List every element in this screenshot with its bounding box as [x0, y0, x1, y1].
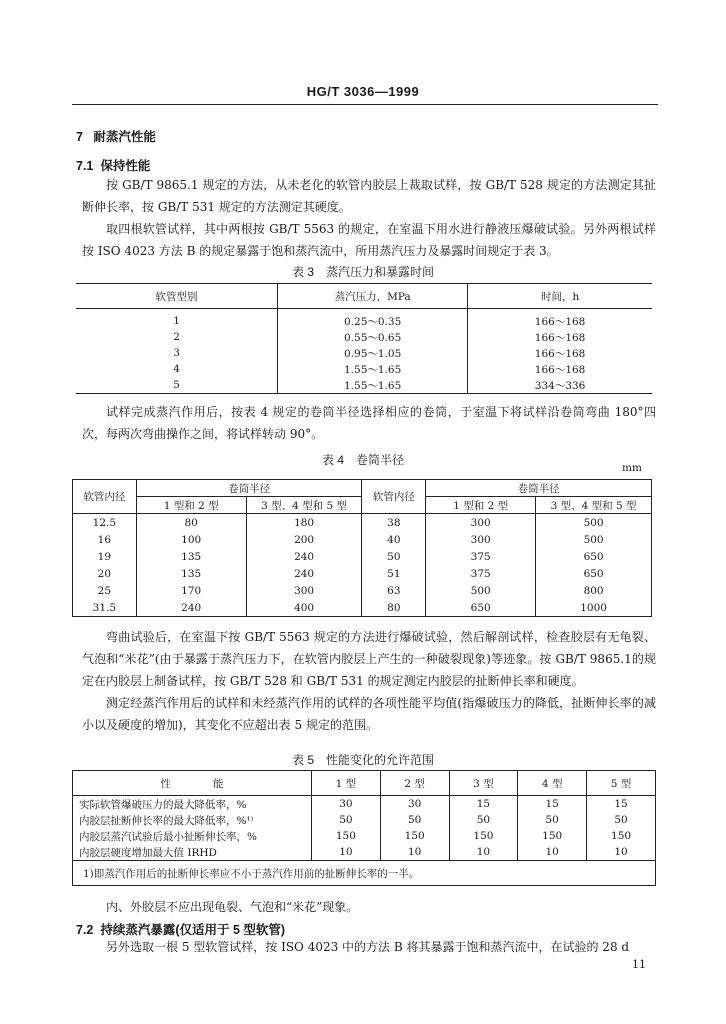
table-row [73, 514, 652, 532]
table-cell: 1000 [536, 599, 652, 617]
table-cell: 内胶层蒸汽试验后最小扯断伸长率，% [73, 828, 312, 844]
table-cell: 25 [73, 582, 137, 599]
table-4 [72, 479, 652, 617]
table-cell: 40 [362, 531, 426, 548]
table-cell: 166～168 [468, 361, 652, 377]
paragraph: 另外选取一根 5 型软管试样，按 ISO 4023 中的方法 B 将其暴露于饱和蒸汽流中，在试验的 28 d [106, 940, 630, 954]
table-cell: 15 [587, 796, 656, 813]
table-cell: 240 [246, 565, 362, 582]
table-cell: 15 [518, 796, 587, 813]
header-rule [72, 104, 658, 105]
table-row [73, 599, 652, 617]
section-7-heading [76, 127, 156, 145]
paragraph: 弯曲试验后，在室温下按 GB/T 5563 规定的方法进行爆破试验，然后解剖试样，检查胶层有无龟裂、气泡和“米花”(由于暴露于蒸汽压力下，在软管内胶层上产生的一种破裂现象)等迹象。按 GB/T 9865.1的规定在内胶层上制备试样，按 GB/T 528 和 GB/T 531 的规定测定内胶层的扯断伸长率和硬度。 [82, 630, 656, 688]
table-cell: 300 [426, 531, 536, 548]
table-cell: 1.55～1.65 [278, 361, 468, 377]
table-row [73, 548, 652, 565]
table-cell: 0.55～0.65 [278, 329, 468, 345]
table-header-cell: 软管型别 [76, 284, 278, 309]
table-cell: 400 [246, 599, 362, 617]
table-cell: 15 [449, 796, 518, 813]
table-cell: 10 [380, 844, 449, 861]
table-cell: 10 [312, 844, 381, 861]
table-header-cell: 4 型 [518, 771, 587, 796]
table-cell: 内胶层扯断伸长率的最大降低率，%¹⁾ [73, 812, 312, 828]
table-cell: 200 [246, 531, 362, 548]
table-cell: 31.5 [73, 599, 137, 617]
table-cell: 166～168 [468, 329, 652, 345]
table-cell: 375 [426, 548, 536, 565]
section-7-2-title: 持续蒸汽暴露(仅适用于 5 型软管) [100, 923, 286, 937]
table-cell: 135 [136, 565, 246, 582]
table-cell: 10 [518, 844, 587, 861]
table-header-cell: 软管内径 [362, 480, 426, 514]
table-cell: 1 [173, 315, 180, 327]
section-7-1-body [82, 174, 656, 262]
table-4-unit: mm [622, 462, 642, 474]
table-cell: 650 [536, 548, 652, 565]
table-header-cell: 软管内径 [73, 480, 137, 514]
table-cell: 50 [449, 812, 518, 828]
table-4-caption: 表 4 卷筒半径 [321, 453, 404, 467]
table-row [76, 309, 652, 330]
table-cell: 3 [173, 347, 180, 359]
table-header-cell: 卷筒半径 [136, 480, 362, 497]
table-cell: 30 [312, 796, 381, 813]
table-cell: 650 [426, 599, 536, 617]
table-cell: 100 [136, 531, 246, 548]
table-cell: 50 [380, 812, 449, 828]
table-header-cell: 1 型和 2 型 [136, 497, 246, 514]
table-footnote: 1)即蒸汽作用后的扯断伸长率应不小于蒸汽作用前的扯断伸长率的一半。 [73, 861, 656, 886]
section-7-number: 7 [76, 130, 83, 144]
section-7-title: 耐蒸汽性能 [93, 130, 156, 144]
table-cell: 375 [426, 565, 536, 582]
table-header-cell: 1 型 [312, 771, 381, 796]
table-5-caption: 表 5 性能变化的允许范围 [291, 753, 434, 767]
table-cell: 51 [362, 565, 426, 582]
table-row [73, 565, 652, 582]
section-7-2-number: 7.2 [76, 923, 94, 937]
table-cell: 1.55～1.65 [278, 377, 468, 394]
section-7-1-number: 7.1 [76, 159, 94, 173]
table-cell: 300 [426, 514, 536, 532]
table-row [76, 377, 652, 394]
table-cell: 240 [136, 599, 246, 617]
table-header-cell: 2 型 [380, 771, 449, 796]
table-cell: 500 [536, 514, 652, 532]
table-header-cell: 3 型、4 型和 5 型 [246, 497, 362, 514]
table-row [73, 796, 656, 813]
table-5 [72, 770, 656, 886]
table-cell: 80 [136, 514, 246, 532]
table-row [73, 812, 656, 828]
table-cell: 150 [587, 828, 656, 844]
table-row [76, 345, 652, 361]
table-cell: 50 [312, 812, 381, 828]
table-cell: 10 [449, 844, 518, 861]
table-cell: 240 [246, 548, 362, 565]
table-header-cell: 3 型 [449, 771, 518, 796]
section-7-1-heading [76, 156, 150, 174]
table-3 [76, 283, 652, 394]
table-row [73, 844, 656, 861]
table-footnote-row [73, 861, 656, 886]
table-cell: 5 [173, 379, 180, 391]
paragraph-after-table-4 [82, 626, 656, 736]
paragraph: 取四根软管试样，其中两根按 GB/T 5563 的规定，在室温下用水进行静液压爆破试验。另外两根试样按 ISO 4023 方法 B 的规定暴露于饱和蒸汽流中，所用蒸汽压力及暴露时间规定于表 3。 [82, 222, 656, 258]
table-cell: 650 [536, 565, 652, 582]
paragraph-after-table-3 [82, 401, 656, 445]
paragraph-after-table-5 [82, 896, 656, 918]
document-header-code: HG/T 3036—1999 [306, 84, 420, 99]
table-header-cell: 3 型、4 型和 5 型 [536, 497, 652, 514]
table-cell: 166～168 [468, 345, 652, 361]
table-cell: 19 [73, 548, 137, 565]
table-header-cell: 5 型 [587, 771, 656, 796]
table-header-cell: 时间，h [468, 284, 652, 309]
table-cell: 38 [362, 514, 426, 532]
table-row [76, 361, 652, 377]
table-cell: 170 [136, 582, 246, 599]
table-cell: 20 [73, 565, 137, 582]
table-cell: 10 [587, 844, 656, 861]
table-header-cell: 1 型和 2 型 [426, 497, 536, 514]
table-cell: 334～336 [468, 377, 652, 394]
table-cell: 180 [246, 514, 362, 532]
table-row [73, 582, 652, 599]
table-row [73, 828, 656, 844]
table-cell: 150 [312, 828, 381, 844]
paragraph: 测定经蒸汽作用后的试样和未经蒸汽作用的试样的各项性能平均值(指爆破压力的降低，扯断伸长率的减小以及硬度的增加)，其变化不应超出表 5 规定的范围。 [82, 696, 656, 732]
table-cell: 500 [536, 531, 652, 548]
table-row [76, 329, 652, 345]
table-cell: 0.95～1.05 [278, 345, 468, 361]
section-7-1-title: 保持性能 [100, 159, 151, 173]
table-cell: 500 [426, 582, 536, 599]
table-cell: 4 [173, 363, 180, 375]
table-cell: 166～168 [468, 309, 652, 330]
table-cell: 150 [518, 828, 587, 844]
table-cell: 内胶层硬度增加最大值 IRHD [73, 844, 312, 861]
table-cell: 135 [136, 548, 246, 565]
table-cell: 16 [73, 531, 137, 548]
table-3-caption: 表 3 蒸汽压力和暴露时间 [291, 265, 434, 279]
table-cell: 63 [362, 582, 426, 599]
paragraph: 按 GB/T 9865.1 规定的方法，从未老化的软管内胶层上裁取试样，按 GB/T 528 规定的方法测定其扯断伸长率，按 GB/T 531 规定的方法测定其硬度。 [82, 178, 656, 214]
table-header-cell: 性 能 [73, 771, 312, 796]
table-cell: 12.5 [73, 514, 137, 532]
table-cell: 50 [362, 548, 426, 565]
section-7-2-body [82, 936, 656, 958]
table-header-cell: 卷筒半径 [426, 480, 652, 497]
table-header-cell: 蒸汽压力，MPa [278, 284, 468, 309]
page-number: 11 [632, 958, 646, 971]
table-row [73, 531, 652, 548]
table-cell: 30 [380, 796, 449, 813]
table-cell: 0.25～0.35 [278, 309, 468, 330]
table-cell: 50 [587, 812, 656, 828]
table-cell: 50 [518, 812, 587, 828]
table-cell: 150 [380, 828, 449, 844]
table-cell: 80 [362, 599, 426, 617]
paragraph: 内、外胶层不应出现龟裂、气泡和“米花”现象。 [106, 900, 359, 914]
table-cell: 实际软管爆破压力的最大降低率，% [73, 796, 312, 813]
table-cell: 2 [173, 331, 180, 343]
table-cell: 150 [449, 828, 518, 844]
table-cell: 300 [246, 582, 362, 599]
table-cell: 800 [536, 582, 652, 599]
paragraph: 试样完成蒸汽作用后，按表 4 规定的卷筒半径选择相应的卷筒，于室温下将试样沿卷筒弯曲 180°四次，每两次弯曲操作之间，将试样转动 90°。 [82, 405, 656, 441]
